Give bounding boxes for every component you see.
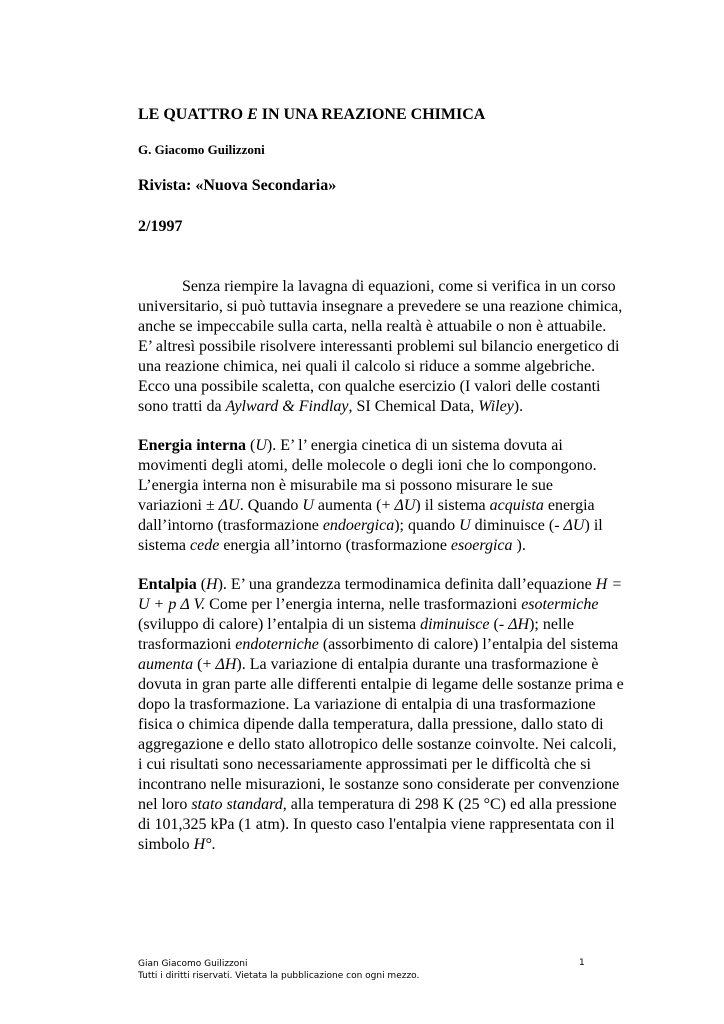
- intro-paragraph: [138, 277, 678, 417]
- italic-run: H°: [193, 836, 212, 853]
- italic-run: cede: [190, 537, 220, 554]
- text-run: (sviluppo di calore) l’entalpia di un sistema: [138, 616, 421, 633]
- title-italic-e: E: [247, 106, 258, 123]
- footer-rights: Tutti i diritti riservati. Vietata la pubblicazione con ogni mezzo.: [138, 971, 420, 981]
- title-text-end: IN UNA REAZIONE CHIMICA: [257, 106, 486, 123]
- italic-run: stato standard: [191, 796, 283, 813]
- text-line: [138, 615, 678, 635]
- text-line: [138, 595, 678, 615]
- footer-author: Gian Giacomo Guilizzoni: [138, 959, 248, 969]
- text-line: [138, 635, 678, 655]
- text-line: L’energia interna non è misurabile ma si possono misurare le sue: [138, 477, 554, 494]
- italic-run: U: [302, 497, 314, 514]
- text-run: (assorbimento di calore) l’entalpia del sistema: [318, 636, 619, 653]
- italic-run: U: [459, 517, 471, 534]
- text-run: (: [196, 576, 207, 593]
- text-line: [138, 795, 678, 815]
- text-run: ). E’ l’ energia cinetica di un sistema dovuta ai: [266, 437, 563, 454]
- text-line: [138, 575, 678, 595]
- text-run: ) il sistema: [415, 497, 490, 514]
- text-line: Senza riempire la lavagna di equazioni, come si verifica in un corso: [182, 278, 616, 295]
- italic-run: aumenta: [138, 656, 194, 673]
- text-run: ).: [512, 537, 526, 554]
- text-run: , alla temperatura di 298 K (25 °C) ed alla pressione: [282, 796, 617, 813]
- italic-run: ΔH: [508, 616, 530, 633]
- text-run: energia: [543, 497, 595, 514]
- text-line: dopo la trasformazione. La variazione di entalpia di una trasformazione: [138, 696, 596, 713]
- issue-number: 2/1997: [138, 218, 183, 235]
- journal-name: Rivista: «Nuova Secondaria»: [138, 177, 337, 194]
- text-line: E’ altresì possibile risolvere interessanti problemi sul bilancio energetico di: [138, 338, 620, 355]
- italic-run: diminuisce: [420, 616, 490, 633]
- enthalpy-paragraph: [138, 575, 678, 855]
- text-run: (-: [489, 616, 509, 633]
- text-run: (+: [193, 656, 216, 673]
- italic-run: Aylward & Findlay: [225, 398, 349, 415]
- text-run: energia all’intorno (trasformazione: [219, 537, 451, 554]
- internal-energy-paragraph: [138, 436, 678, 556]
- italic-run: ΔH: [215, 656, 237, 673]
- text-line: i cui risultati sono necessariamente approssimati per le difficoltà che si: [138, 756, 591, 773]
- text-run: Come per l’energia interna, nelle trasformazioni: [205, 596, 522, 613]
- text-line: [138, 436, 678, 456]
- italic-run: esoergica: [450, 537, 513, 554]
- page-number: 1: [579, 958, 585, 968]
- text-line: incontrano nelle misurazioni, le sostanze sono considerate per convenzione: [138, 776, 620, 793]
- text-run: ). E’ una grandezza termodinamica definita dall’equazione: [217, 576, 596, 593]
- text-run: variazioni ±: [138, 497, 219, 514]
- italic-run: ΔU: [218, 497, 240, 514]
- text-line: [138, 655, 678, 675]
- text-run: diminuisce (-: [470, 517, 564, 534]
- text-line: una reazione chimica, nei quali il calcolo si riduce a somme algebriche.: [138, 358, 596, 375]
- text-line: movimenti degli atomi, delle molecole o degli ioni che lo compongono.: [138, 457, 597, 474]
- text-run: , SI Chemical Data,: [348, 398, 479, 415]
- text-run: ) il: [584, 517, 603, 534]
- italic-run: ΔU: [563, 517, 585, 534]
- italic-run: endoergica: [322, 517, 395, 534]
- text-run: (: [246, 437, 256, 454]
- text-run: simbolo: [138, 836, 194, 853]
- document-title: [138, 106, 485, 124]
- text-line: di 101,325 kPa (1 atm). In questo caso l'entalpia viene rappresentata con il: [138, 816, 615, 833]
- italic-run: esotermiche: [521, 596, 599, 613]
- text-run: dall’intorno (trasformazione: [138, 517, 323, 534]
- text-line: [138, 516, 678, 536]
- text-line: universitario, si può tuttavia insegnare a prevedere se una reazione chimica,: [138, 298, 623, 315]
- page-footer: [138, 958, 588, 982]
- text-line: [138, 496, 678, 516]
- text-run: .: [211, 836, 216, 853]
- italic-run: acquista: [489, 497, 544, 514]
- text-line: Ecco una possibile scaletta, con qualche esercizio (I valori delle costanti: [138, 378, 601, 395]
- italic-run: endoterniche: [235, 636, 319, 653]
- text-line: dovuta in gran parte alle differenti entalpie di legame delle sostanze prima e: [138, 676, 624, 693]
- text-line: anche se impeccabile sulla carta, nella realtà è attuabile o non è attuabile.: [138, 318, 607, 335]
- text-run: ). La variazione di entalpia durante una trasformazione è: [236, 656, 599, 673]
- section-heading-internal-energy: Energia interna: [138, 437, 246, 454]
- italic-run: U: [255, 437, 267, 454]
- text-run: ).: [513, 398, 524, 415]
- italic-run: H =: [595, 576, 623, 593]
- text-line: [138, 536, 678, 556]
- text-run: nel loro: [138, 796, 192, 813]
- text-line: aggregazione e dello stato allotropico delle sostanze coinvolte. Nei calcoli,: [138, 736, 617, 753]
- text-run: sono tratti da: [138, 398, 226, 415]
- title-text: LE QUATTRO: [138, 106, 248, 123]
- text-run: ); quando: [394, 517, 460, 534]
- italic-run: ΔU: [394, 497, 416, 514]
- text-line: [138, 835, 678, 855]
- section-heading-enthalpy: Entalpia: [138, 576, 197, 593]
- text-line: fisica o chimica dipende dalla temperatura, dalla pressione, dallo stato di: [138, 716, 604, 733]
- author-name: G. Giacomo Guilizzoni: [138, 142, 265, 157]
- text-line: [138, 397, 678, 417]
- text-run: aumenta (+: [313, 497, 395, 514]
- text-run: . Quando: [239, 497, 303, 514]
- italic-run: H: [206, 576, 218, 593]
- italic-run: Wiley: [478, 398, 514, 415]
- text-run: sistema: [138, 537, 190, 554]
- italic-run: U + p Δ V.: [138, 596, 206, 613]
- text-run: trasformazioni: [138, 636, 236, 653]
- text-run: ); nelle: [529, 616, 574, 633]
